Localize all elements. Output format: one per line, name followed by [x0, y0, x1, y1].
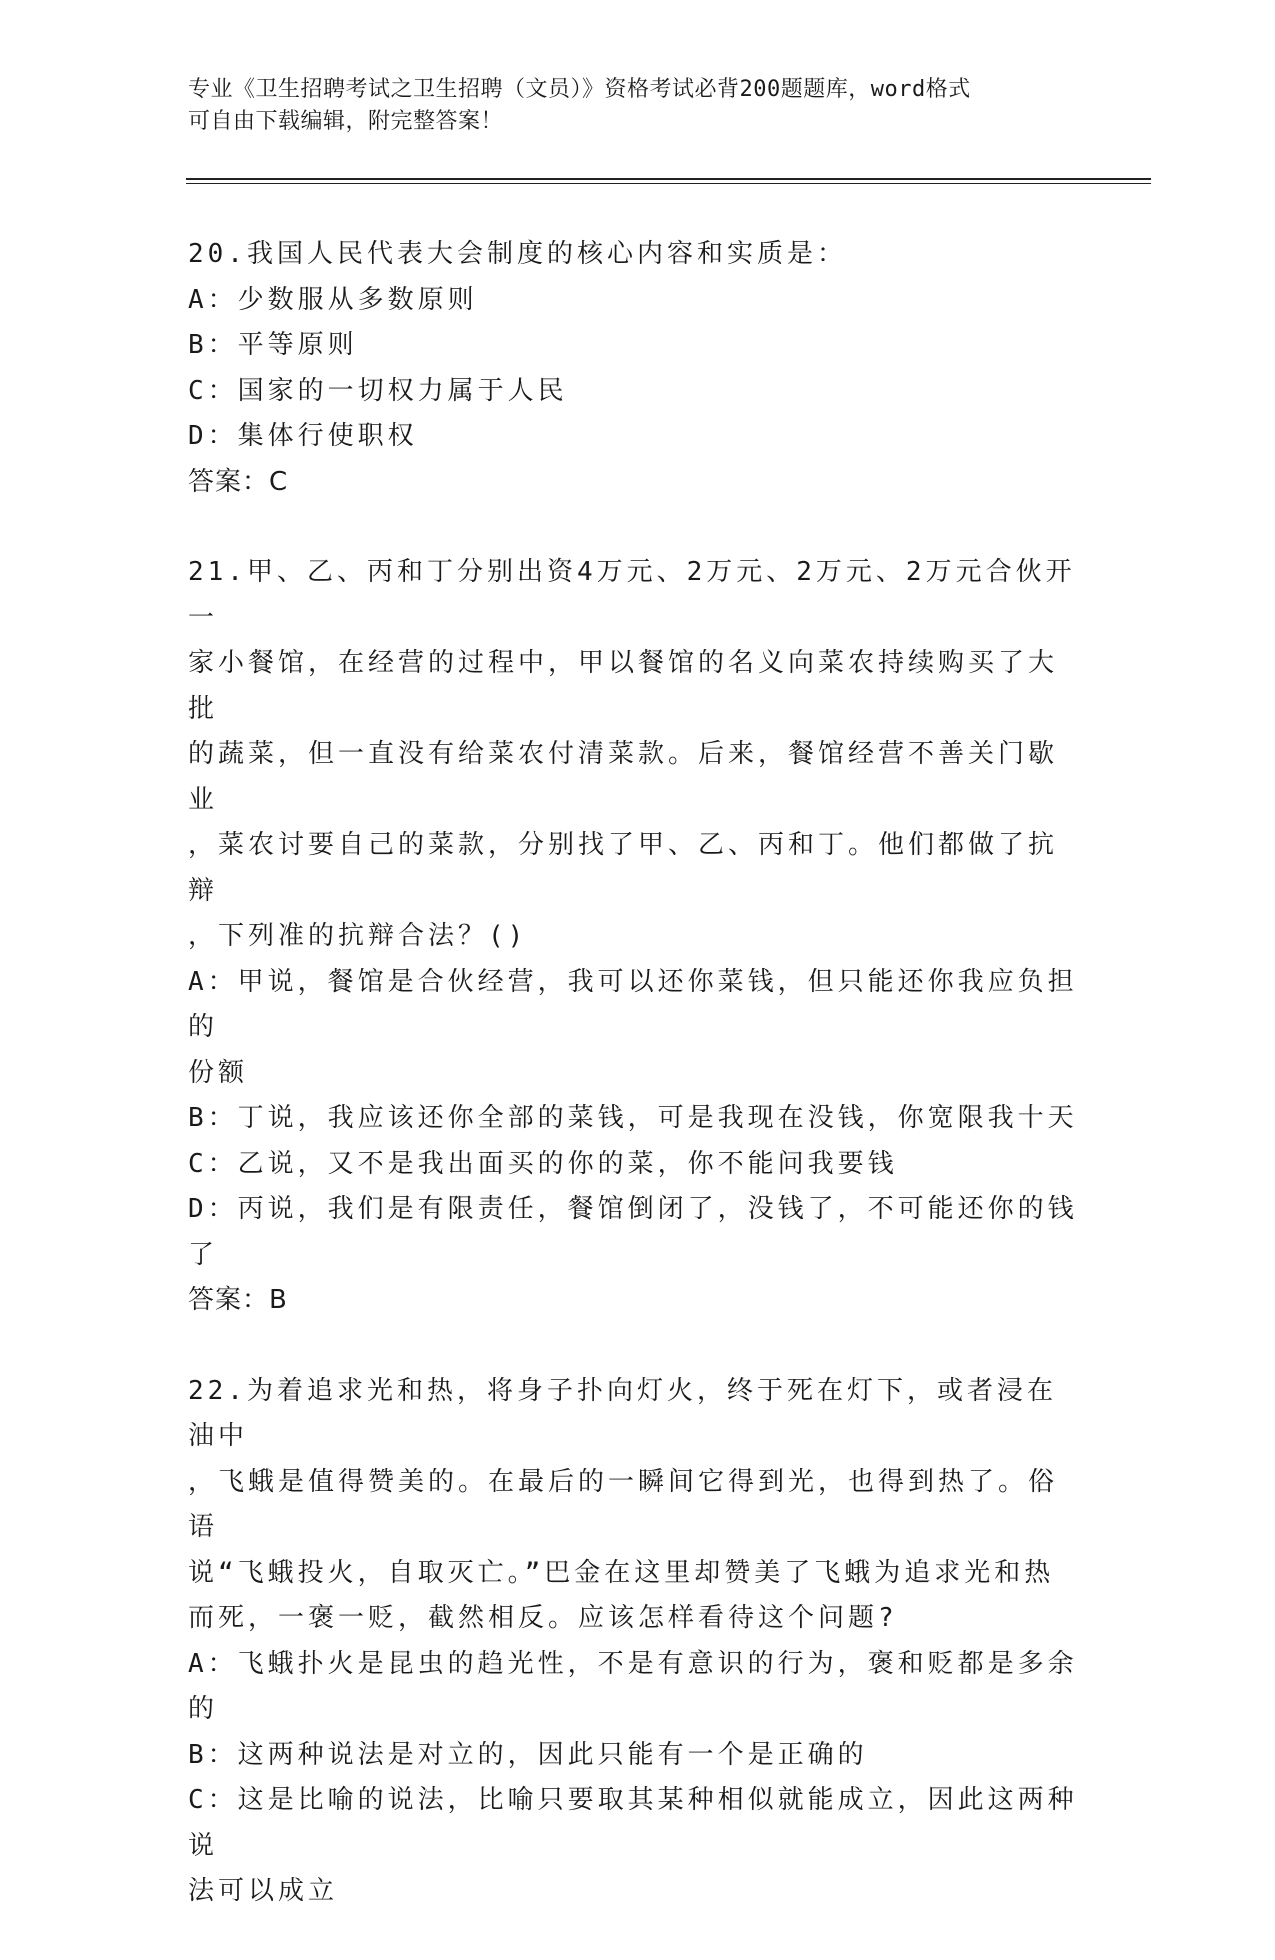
question-stem: 家小餐馆，在经营的过程中，甲以餐馆的名义向菜农持续购买了大批 [188, 648, 1059, 724]
question-stem: 的蔬菜，但一直没有给菜农付清菜款。后来，餐馆经营不善关门歇业 [188, 739, 1059, 815]
header-title-line-1: 专业《卫生招聘考试之卫生招聘（文员）》资格考试必背200题题库，word格式 [188, 77, 971, 102]
option-c: C：乙说，又不是我出面买的你的菜，你不能问我要钱 [188, 1148, 898, 1179]
answer-label: 答案：B [188, 1285, 288, 1315]
option-c: C：国家的一切权力属于人民 [188, 375, 568, 406]
option-a-continued: 份额 [188, 1057, 249, 1088]
option-a: A：甲说，餐馆是合伙经营，我可以还你菜钱，但只能还你我应负担的 [188, 966, 1078, 1042]
option-d: D：丙说，我们是有限责任，餐馆倒闭了，没钱了，不可能还你的钱了 [188, 1194, 1078, 1270]
option-b: B：这两种说法是对立的，因此只能有一个是正确的 [188, 1739, 868, 1770]
question-20 [188, 232, 1078, 505]
question-21 [188, 550, 1078, 1324]
question-stem: 20.我国人民代表大会制度的核心内容和实质是： [188, 239, 847, 269]
answer-label: 答案：C [188, 466, 289, 497]
option-b: B：平等原则 [188, 330, 358, 360]
question-stem: 说“飞蛾投火，自取灭亡。”巴金在这里却赞美了飞蛾为追求光和热 [188, 1557, 1055, 1588]
option-a: A：飞蛾扑火是昆虫的趋光性，不是有意识的行为，褒和贬都是多余的 [188, 1648, 1078, 1724]
question-stem: ，下列准的抗辩合法？() [188, 921, 528, 951]
question-stem: 22.为着追求光和热，将身子扑向灯火，终于死在灯下，或者浸在油中 [188, 1375, 1057, 1451]
option-c-continued: 法可以成立 [188, 1876, 339, 1906]
option-d: D：集体行使职权 [188, 421, 418, 451]
question-22 [188, 1369, 1078, 1915]
question-stem: ，菜农讨要自己的菜款，分别找了甲、乙、丙和丁。他们都做了抗辩 [188, 830, 1059, 906]
question-list [188, 232, 1078, 1960]
option-b: B：丁说，我应该还你全部的菜钱，可是我现在没钱，你宽限我十天 [188, 1103, 1078, 1133]
question-stem: 21.甲、乙、丙和丁分别出资4万元、2万元、2万元、2万元合伙开一 [188, 557, 1076, 633]
question-stem: 而死，一褒一贬，截然相反。应该怎样看待这个问题? [188, 1603, 898, 1633]
question-stem: ，飞蛾是值得赞美的。在最后的一瞬间它得到光，也得到热了。俗语 [188, 1466, 1059, 1542]
header-title-line-2: 可自由下载编辑，附完整答案！ [188, 109, 504, 134]
document-header [188, 74, 1068, 138]
option-c: C：这是比喻的说法，比喻只要取其某种相似就能成立，因此这两种说 [188, 1785, 1078, 1861]
option-a: A：少数服从多数原则 [188, 284, 478, 315]
header-divider [186, 178, 1151, 184]
